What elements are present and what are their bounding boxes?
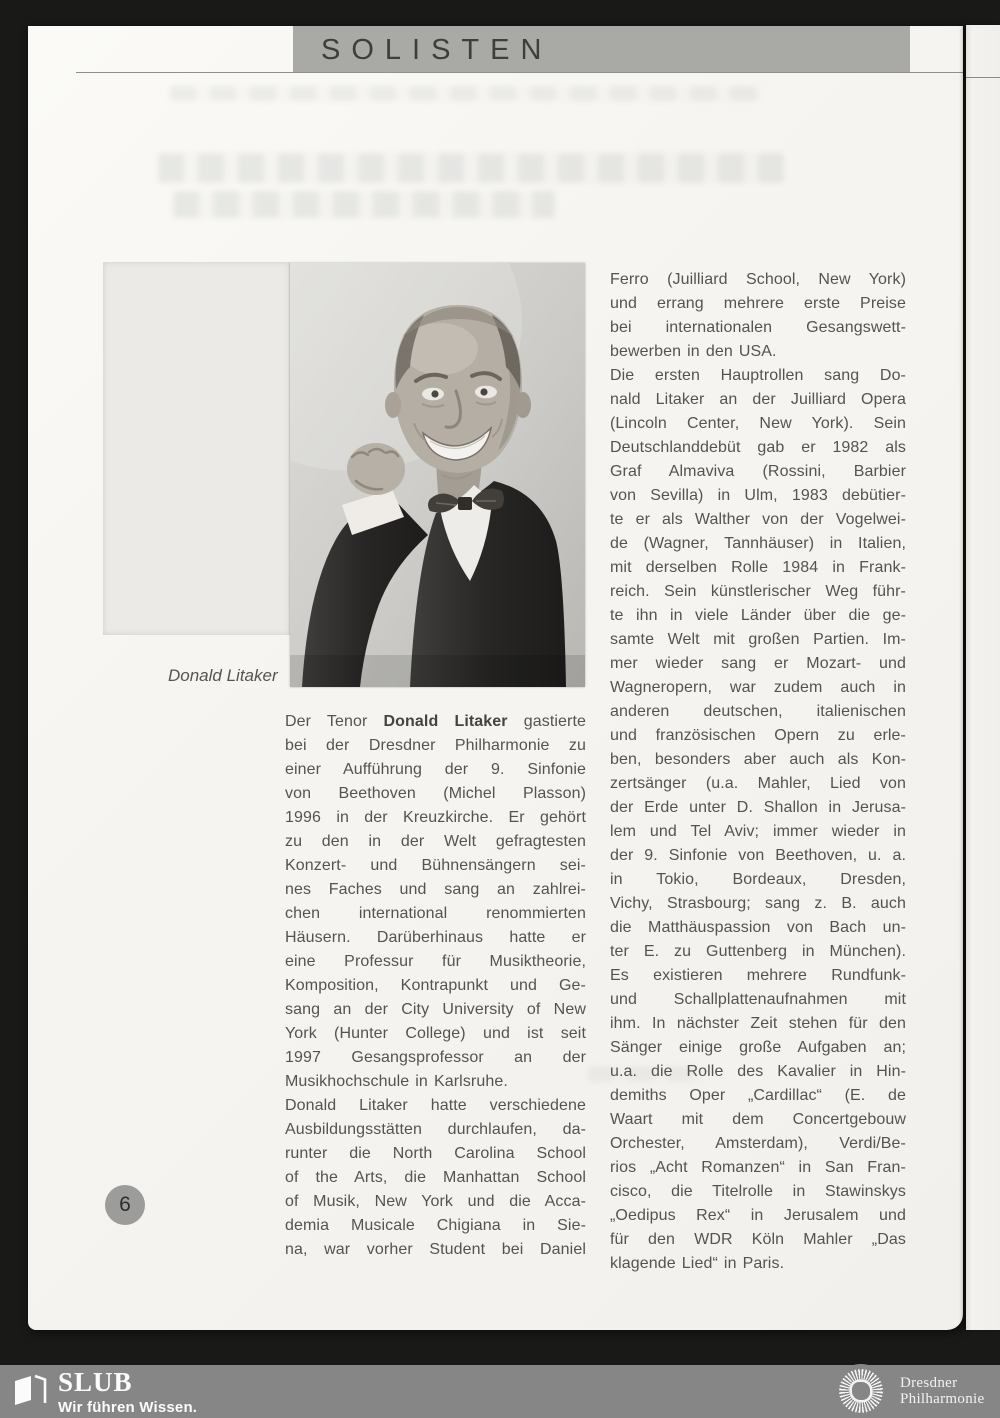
text-line: einer Aufführung der 9. Sinfonie [285, 761, 586, 778]
text-line: of Musik, New York und die Acca- [285, 1193, 586, 1210]
text-line: Der Tenor Donald Litaker gastierte [285, 713, 586, 730]
text-line: bewerben in den USA. [610, 343, 777, 360]
text-line: (Lincoln Center, New York). Sein [610, 415, 906, 432]
section-title: SOLISTEN [321, 34, 553, 66]
text-line: nes Faches und sang an zahlrei- [285, 881, 586, 898]
text-line: chen international renommierten [285, 905, 586, 922]
text-line: der 9. Sinfonie von Beethoven, u. a. [610, 847, 906, 864]
text-line: mit derselben Rolle 1984 in Frank- [610, 559, 906, 576]
sunburst-icon [838, 1368, 884, 1414]
philharmonie-line2: Philharmonie [900, 1391, 985, 1407]
bleed-through-text [173, 191, 555, 218]
text-line: York (Hunter College) und ist seit [285, 1025, 586, 1042]
adjacent-page-edge [966, 25, 1000, 1330]
slub-name: SLUB [58, 1367, 133, 1397]
viewer-footer-bar [0, 1365, 1000, 1418]
text-line: Konzert- und Bühnensängern sei- [285, 857, 586, 874]
text-line: und französischen Opern zu erle- [610, 727, 906, 744]
bleed-through-text [170, 86, 762, 101]
text-line: Es existieren mehrere Rundfunk- [610, 967, 906, 984]
open-book-icon [12, 1373, 48, 1407]
text-line: Orchester, Amsterdam), Verdi/Be- [610, 1135, 906, 1152]
text-line: bei der Dresdner Philharmonie zu [285, 737, 586, 754]
text-line: lem und Tel Aviv; immer wieder in [610, 823, 906, 840]
text-line: und errang mehrere erste Preise [610, 295, 906, 312]
slub-wordmark [58, 1369, 197, 1415]
philharmonie-wordmark [900, 1375, 984, 1407]
text-line: u.a. die Rolle des Kavalier in Hin- [610, 1063, 906, 1080]
text-line: Vichy, Strasbourg; sang z. B. auch [610, 895, 906, 912]
text-line: eine Professur für Musiktheorie, [285, 953, 586, 970]
text-line: cisco, die Titelrolle in Stawinskys [610, 1183, 906, 1200]
photo-caption: Donald Litaker [168, 666, 278, 685]
photo-background-panel [103, 262, 290, 635]
text-line: te er als Walther von der Vogelwei- [610, 511, 906, 528]
slub-tagline: Wir führen Wissen. [58, 1399, 198, 1416]
text-line: der Erde unter D. Shallon in Jerusa- [610, 799, 906, 816]
text-line: demiths Oper „Cardillac“ (E. de [610, 1087, 906, 1104]
text-line: von Beethoven (Michel Plasson) [285, 785, 586, 802]
text-line: mer wieder sang er Mozart- und [610, 655, 906, 672]
text-line: 1996 in der Kreuzkirche. Er gehört [285, 809, 586, 826]
philharmonie-line1: Dresdner [900, 1375, 958, 1391]
text-line: die Matthäuspassion von Bach un- [610, 919, 906, 936]
text-line: „Oedipus Rex“ in Jerusalem und [610, 1207, 906, 1224]
text-line: Donald Litaker hatte verschiedene [285, 1097, 586, 1114]
soloist-portrait-photo [290, 263, 585, 687]
page-number: 6 [119, 1193, 131, 1216]
text-line: ben, besonders aber auch als Kon- [610, 751, 906, 768]
adjacent-page-rule [966, 77, 1000, 78]
dresdner-philharmonie-logo[interactable] [838, 1368, 984, 1414]
text-line: samte Welt mit großen Partien. Im- [610, 631, 906, 648]
text-line: of the Arts, die Manhattan School [285, 1169, 586, 1186]
text-line: ihm. In nächster Zeit stehen für den [610, 1015, 906, 1032]
text-line: 1997 Gesangsprofessor an der [285, 1049, 586, 1066]
portrait-illustration [290, 263, 585, 687]
header-rule [76, 72, 963, 73]
text-line: Waart mit dem Concertgebouw [610, 1111, 906, 1128]
text-line: klagende Lied“ in Paris. [610, 1255, 785, 1272]
text-line: bei internationalen Gesangswett- [610, 319, 906, 336]
text-line: Graf Almaviva (Rossini, Barbier [610, 463, 906, 480]
text-line: Komposition, Kontrapunkt und Ge- [285, 977, 586, 994]
text-line: te ihn in viele Länder über die ge- [610, 607, 906, 624]
text-line: ter E. zu Guttenberg in München). [610, 943, 906, 960]
bleed-through-text [158, 153, 784, 183]
text-line: anderen deutschen, italienischen [610, 703, 906, 720]
text-line: na, war vorher Student bei Daniel [285, 1241, 586, 1258]
text-line: Ausbildungsstätten durchlaufen, da- [285, 1121, 586, 1138]
text-line: de (Wagner, Tannhäuser) in Italien, [610, 535, 906, 552]
text-line: Wagneropern, war zudem auch in [610, 679, 906, 696]
text-line: rios „Acht Romanzen“ in San Fran- [610, 1159, 906, 1176]
text-line: Die ersten Hauptrollen sang Do- [610, 367, 906, 384]
text-line: sang an der City University of New [285, 1001, 586, 1018]
section-header-bar [293, 26, 910, 72]
left-text-column [285, 710, 586, 1262]
text-line: Häusern. Darüberhinaus hatte er [285, 929, 586, 946]
text-line: von Sevilla) in Ulm, 1983 debütier- [610, 487, 906, 504]
document-page [28, 26, 963, 1330]
text-line: Sänger einige große Aufgaben an; [610, 1039, 906, 1056]
text-line: für den WDR Köln Mahler „Das [610, 1231, 906, 1248]
text-line: Ferro (Juilliard School, New York) [610, 271, 906, 288]
text-line: reich. Sein künstlerischer Weg führ- [610, 583, 906, 600]
slub-logo[interactable] [12, 1369, 197, 1415]
text-line: nald Litaker an der Juilliard Opera [610, 391, 906, 408]
page-number-badge [105, 1185, 145, 1225]
text-line: runter die North Carolina School [285, 1145, 586, 1162]
text-line: in Tokio, Bordeaux, Dresden, [610, 871, 906, 888]
text-line: Musikhochschule in Karlsruhe. [285, 1073, 508, 1090]
text-line: und Schallplattenaufnahmen mit [610, 991, 906, 1008]
right-text-column [610, 268, 906, 1276]
text-line: zu den in der Welt gefragtesten [285, 833, 586, 850]
text-line: zertsänger (u.a. Mahler, Lied von [610, 775, 906, 792]
text-line: Deutschlanddebüt gab er 1982 als [610, 439, 906, 456]
text-line: demia Musicale Chigiana in Sie- [285, 1217, 586, 1234]
